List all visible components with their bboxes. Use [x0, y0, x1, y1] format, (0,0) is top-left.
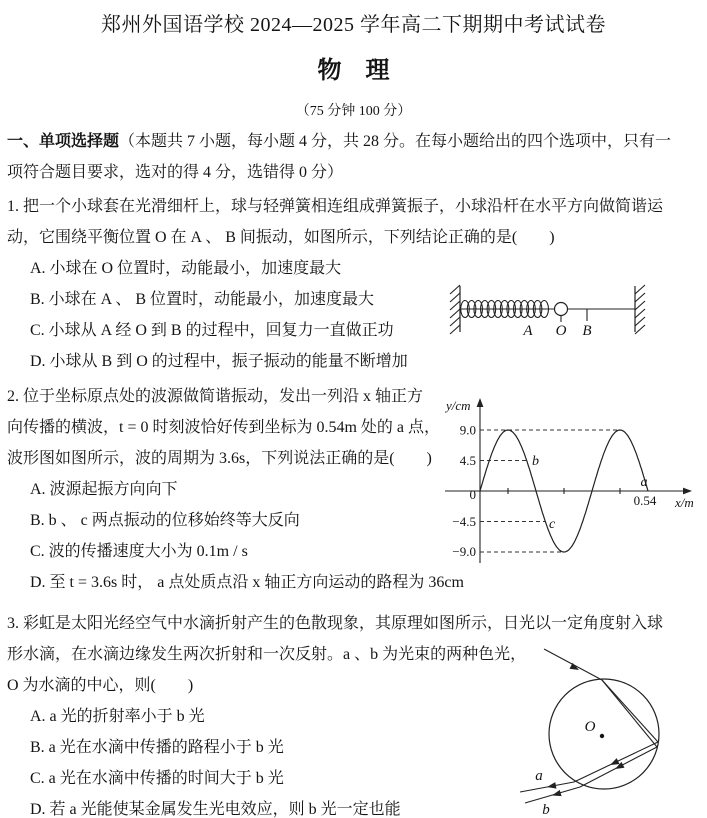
question-2	[7, 381, 464, 598]
label-A: A	[523, 323, 533, 338]
subject-title: 物 理	[317, 58, 390, 84]
q1-option-a: A. 小球在 O 位置时，动能最小，加速度最大	[30, 260, 342, 277]
ytick-4.5: 4.5	[459, 453, 476, 468]
q3-option-a: A. a 光的折射率小于 b 光	[30, 708, 205, 725]
refracted-chords	[602, 680, 658, 747]
ytick-0: 0	[469, 487, 476, 502]
exit-ray-b-arrow-icon	[551, 790, 561, 799]
q3-stem-line1: 3. 彩虹是太阳光经空气中水滴折射产生的色散现象，其原理如图所示，日光以一定角度射入球	[7, 615, 664, 632]
ray-a-label: a	[535, 768, 543, 784]
q2-option-b: B. b 、 c 两点振动的位移始终等大反向	[30, 512, 300, 529]
center-dot	[600, 734, 604, 738]
water-droplet-circle	[549, 679, 659, 789]
point-a-label: a	[640, 475, 648, 490]
y-axis-arrow-icon	[477, 398, 484, 407]
q2-option-a: A. 波源起振方向向下	[30, 481, 178, 498]
label-O: O	[555, 323, 567, 338]
q2-stem-line2: 向传播的横波，t = 0 时刻波恰好传到坐标为 0.54m 处的 a 点，	[7, 419, 441, 436]
ytick-neg9: −9.0	[452, 544, 476, 559]
ytick-9: 9.0	[459, 422, 476, 438]
page-title: 郑州外国语学校 2024—2025 学年高二下期期中考试试卷	[101, 14, 606, 36]
y-axis-label: y/cm	[446, 398, 471, 413]
section-heading	[7, 126, 671, 188]
ray-b-label: b	[542, 802, 550, 818]
waveform-chart	[437, 391, 707, 569]
q2-option-d: D. 至 t = 3.6s 时， a 点处质点沿 x 轴正方向运动的路程为 36cm	[30, 574, 464, 591]
center-label: O	[584, 719, 596, 735]
q3-option-c: C. a 光在水滴中传播的时间大于 b 光	[30, 770, 284, 787]
q1-stem-line2: 动，它围绕平衡位置 O 在 A 、 B 间振动，如图所示，下列结论正确的是( )	[7, 229, 555, 246]
section-heading-bold: 一、单项选择题	[7, 133, 120, 150]
q2-option-c: C. 波的传播速度大小为 0.1m / s	[30, 543, 248, 560]
x-axis-arrow-icon	[683, 488, 692, 495]
q1-option-d: D. 小球从 B 到 O 的过程中，振子振动的能量不断增加	[30, 353, 408, 370]
section-heading-line2: 项符合题目要求，选对的得 4 分，选错得 0 分）	[7, 164, 344, 181]
point-c-label: c	[549, 517, 556, 532]
label-B: B	[582, 323, 592, 338]
left-wall-hatching	[450, 285, 460, 334]
q2-stem-line3: 波形图如图所示，波的周期为 3.6s，下列说法正确的是( )	[7, 450, 432, 467]
q1-option-b: B. 小球在 A 、 B 位置时，动能最小，加速度最大	[30, 291, 375, 308]
q3-option-d: D. 若 a 光能使某金属发生光电效应，则 b 光一定也能	[30, 801, 401, 818]
water-droplet-figure	[508, 634, 707, 818]
q1-stem-line1: 1. 把一个小球套在光滑细杆上，球与轻弹簧相连组成弹簧振子，小球沿杆在水平方向做简谐运	[7, 198, 664, 215]
right-wall-hatching	[635, 285, 645, 334]
ytick-neg4.5: −4.5	[452, 514, 476, 529]
q3-option-b: B. a 光在水滴中传播的路程小于 b 光	[30, 739, 284, 756]
x-axis-label: x/m	[675, 495, 694, 510]
point-b-label: b	[532, 454, 539, 469]
duration-score-note: （75 分钟 100 分）	[295, 104, 412, 119]
q3-stem-line3: O 为水滴的中心，则( )	[7, 677, 194, 694]
q3-stem-line2: 形水滴，在水滴边缘发生两次折射和一次反射。a 、b 为光束的两种色光，	[7, 646, 527, 663]
spring-oscillator-figure	[448, 282, 648, 338]
q2-stem-line1: 2. 位于坐标原点处的波源做简谐振动，发出一列沿 x 轴正方	[7, 388, 424, 405]
exit-ray-a-arrow-icon	[546, 782, 556, 790]
xtick-0.54: 0.54	[633, 493, 657, 508]
ball	[555, 303, 568, 316]
q1-option-c: C. 小球从 A 经 O 到 B 的过程中，回复力一直做正功	[30, 322, 394, 339]
reflected-chords	[574, 742, 658, 787]
section-heading-rest: （本题共 7 小题，每小题 4 分，共 28 分。在每小题给出的四个选项中，只有一	[119, 133, 672, 150]
